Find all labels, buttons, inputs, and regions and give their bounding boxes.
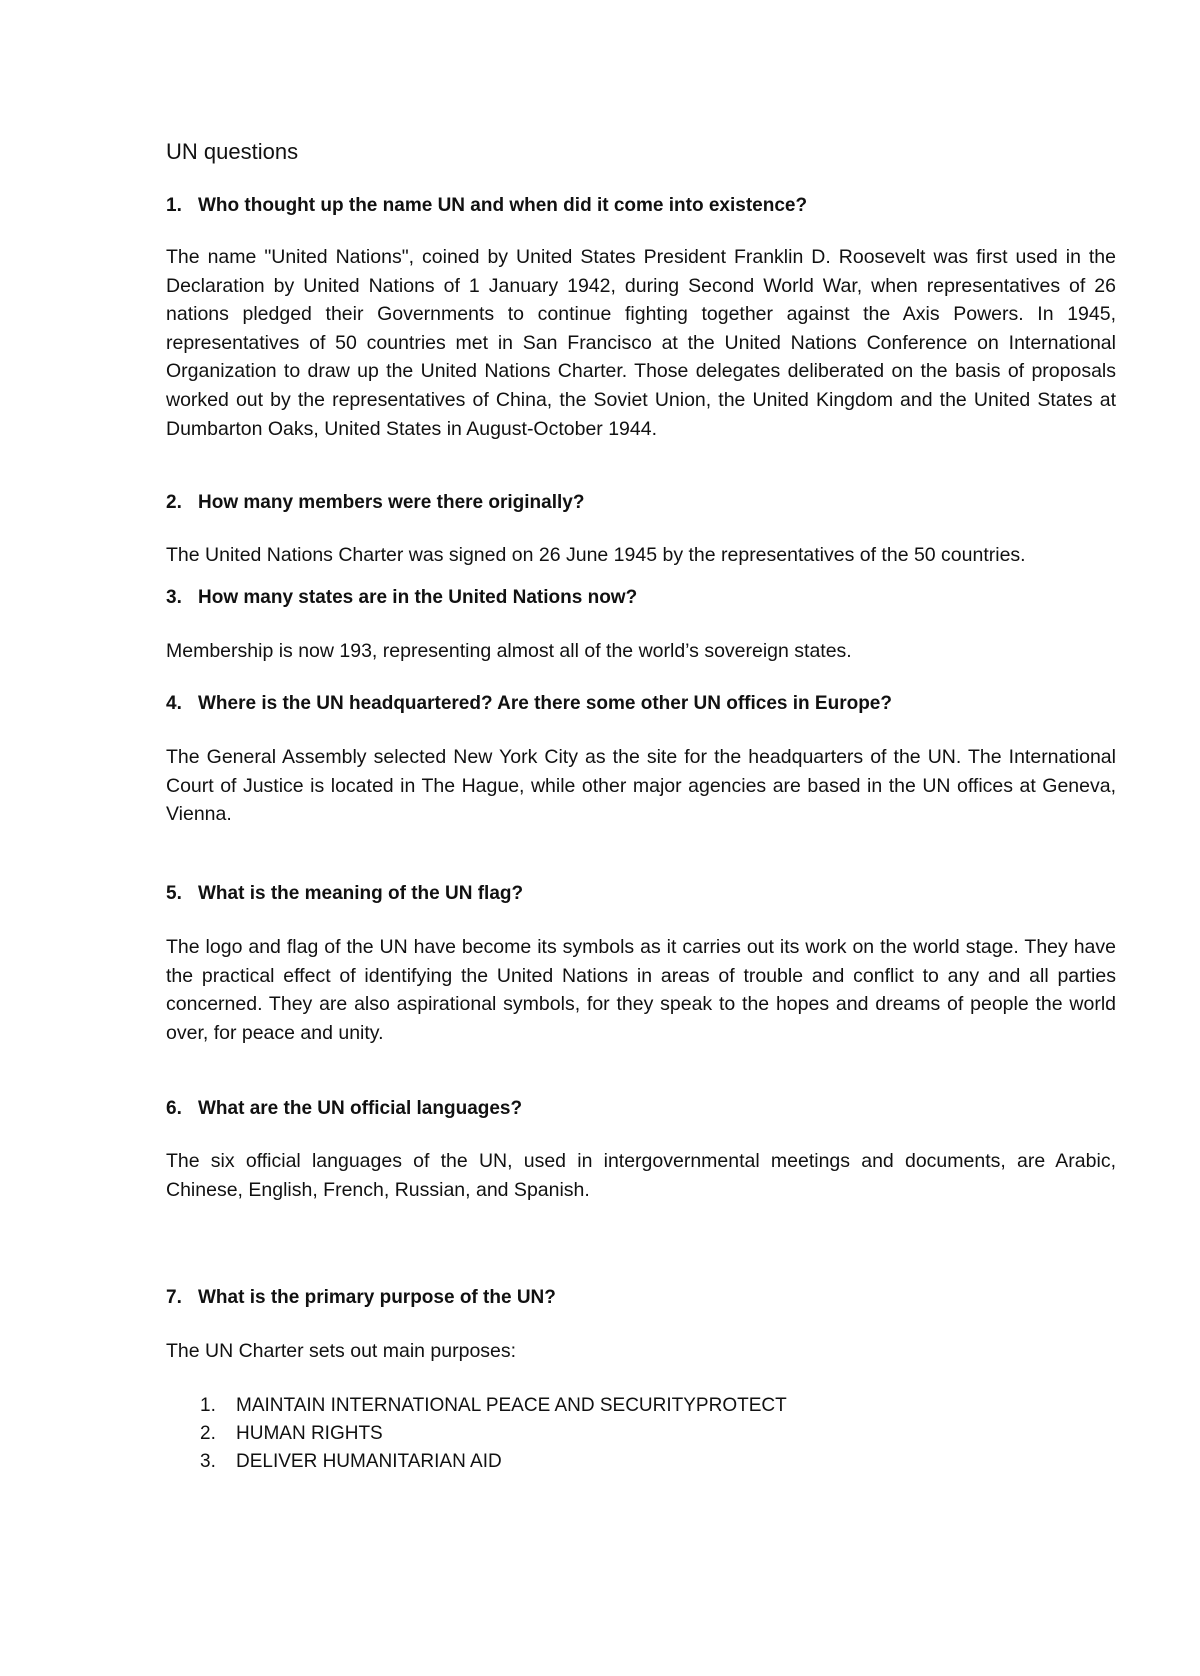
question-text: How many members were there originally? — [198, 492, 585, 513]
list-item — [200, 1392, 787, 1420]
list-item-number: 3. — [200, 1451, 216, 1472]
question-text: Where is the UN headquartered? Are there some other UN offices in Europe? — [198, 693, 892, 714]
question-7 — [166, 1284, 1116, 1312]
question-2 — [166, 489, 1116, 517]
answer-3: Membership is now 193, representing almost all of the world’s sovereign states. — [166, 640, 852, 662]
list-item-text: DELIVER HUMANITARIAN AID — [236, 1451, 502, 1472]
question-number: 2. — [166, 492, 182, 513]
question-3 — [166, 584, 1116, 612]
answer-2: The United Nations Charter was signed on 26 June 1945 by the representatives of the 50 countries. — [166, 544, 1026, 566]
question-number: 6. — [166, 1098, 182, 1119]
question-number: 7. — [166, 1287, 182, 1308]
purposes-list — [200, 1392, 787, 1476]
question-text: Who thought up the name UN and when did it come into existence? — [198, 195, 808, 216]
list-item-text: HUMAN RIGHTS — [236, 1423, 383, 1444]
list-item-number: 1. — [200, 1395, 216, 1416]
question-text: What is the primary purpose of the UN? — [198, 1287, 556, 1308]
question-6 — [166, 1095, 1116, 1123]
question-text: What are the UN official languages? — [198, 1098, 523, 1119]
list-item — [200, 1448, 787, 1476]
question-text: How many states are in the United Nations now? — [198, 587, 638, 608]
answer-7: The UN Charter sets out main purposes: — [166, 1340, 517, 1362]
list-item — [200, 1420, 787, 1448]
question-5 — [166, 880, 1116, 908]
question-4 — [166, 690, 1116, 718]
question-number: 3. — [166, 587, 182, 608]
answer-4: The General Assembly selected New York City as the site for the headquarters of the UN. The International Court of Justice is located in The Hague, while other major agencies are based in the UN offices at Geneva, Vienna. — [166, 746, 1116, 826]
answer-6: The six official languages of the UN, used in intergovernmental meetings and documents, are Arabic, Chinese, English, French, Russian, and Spanish. — [166, 1150, 1116, 1201]
answer-5: The logo and flag of the UN have become its symbols as it carries out its work on the world stage. They have the practical effect of identifying the United Nations in areas of trouble and conflict to any and all parties concerned. They are also aspirational symbols, for they speak to the hopes and dreams of people the world over, for peace and unity. — [166, 936, 1116, 1044]
question-text: What is the meaning of the UN flag? — [198, 883, 524, 904]
question-number: 1. — [166, 195, 182, 216]
list-item-number: 2. — [200, 1423, 216, 1444]
question-number: 4. — [166, 693, 182, 714]
question-1 — [166, 192, 1116, 220]
question-number: 5. — [166, 883, 182, 904]
list-item-text: MAINTAIN INTERNATIONAL PEACE AND SECURITYPROTECT — [236, 1395, 787, 1416]
answer-1: The name "United Nations", coined by United States President Franklin D. Roosevelt was first used in the Declaration by United Nations of 1 January 1942, during Second World War, when representatives of 26 nations pledged their Governments to continue fighting together against the Axis Powers. In 1945, representatives of 50 countries met in San Francisco at the United Nations Conference on International Organization to draw up the United Nations Charter. Those delegates deliberated on the basis of proposals worked out by the representatives of China, the Soviet Union, the United Kingdom and the United States at Dumbarton Oaks, United States in August-October 1944. — [166, 246, 1116, 440]
document-title: UN questions — [166, 139, 299, 164]
